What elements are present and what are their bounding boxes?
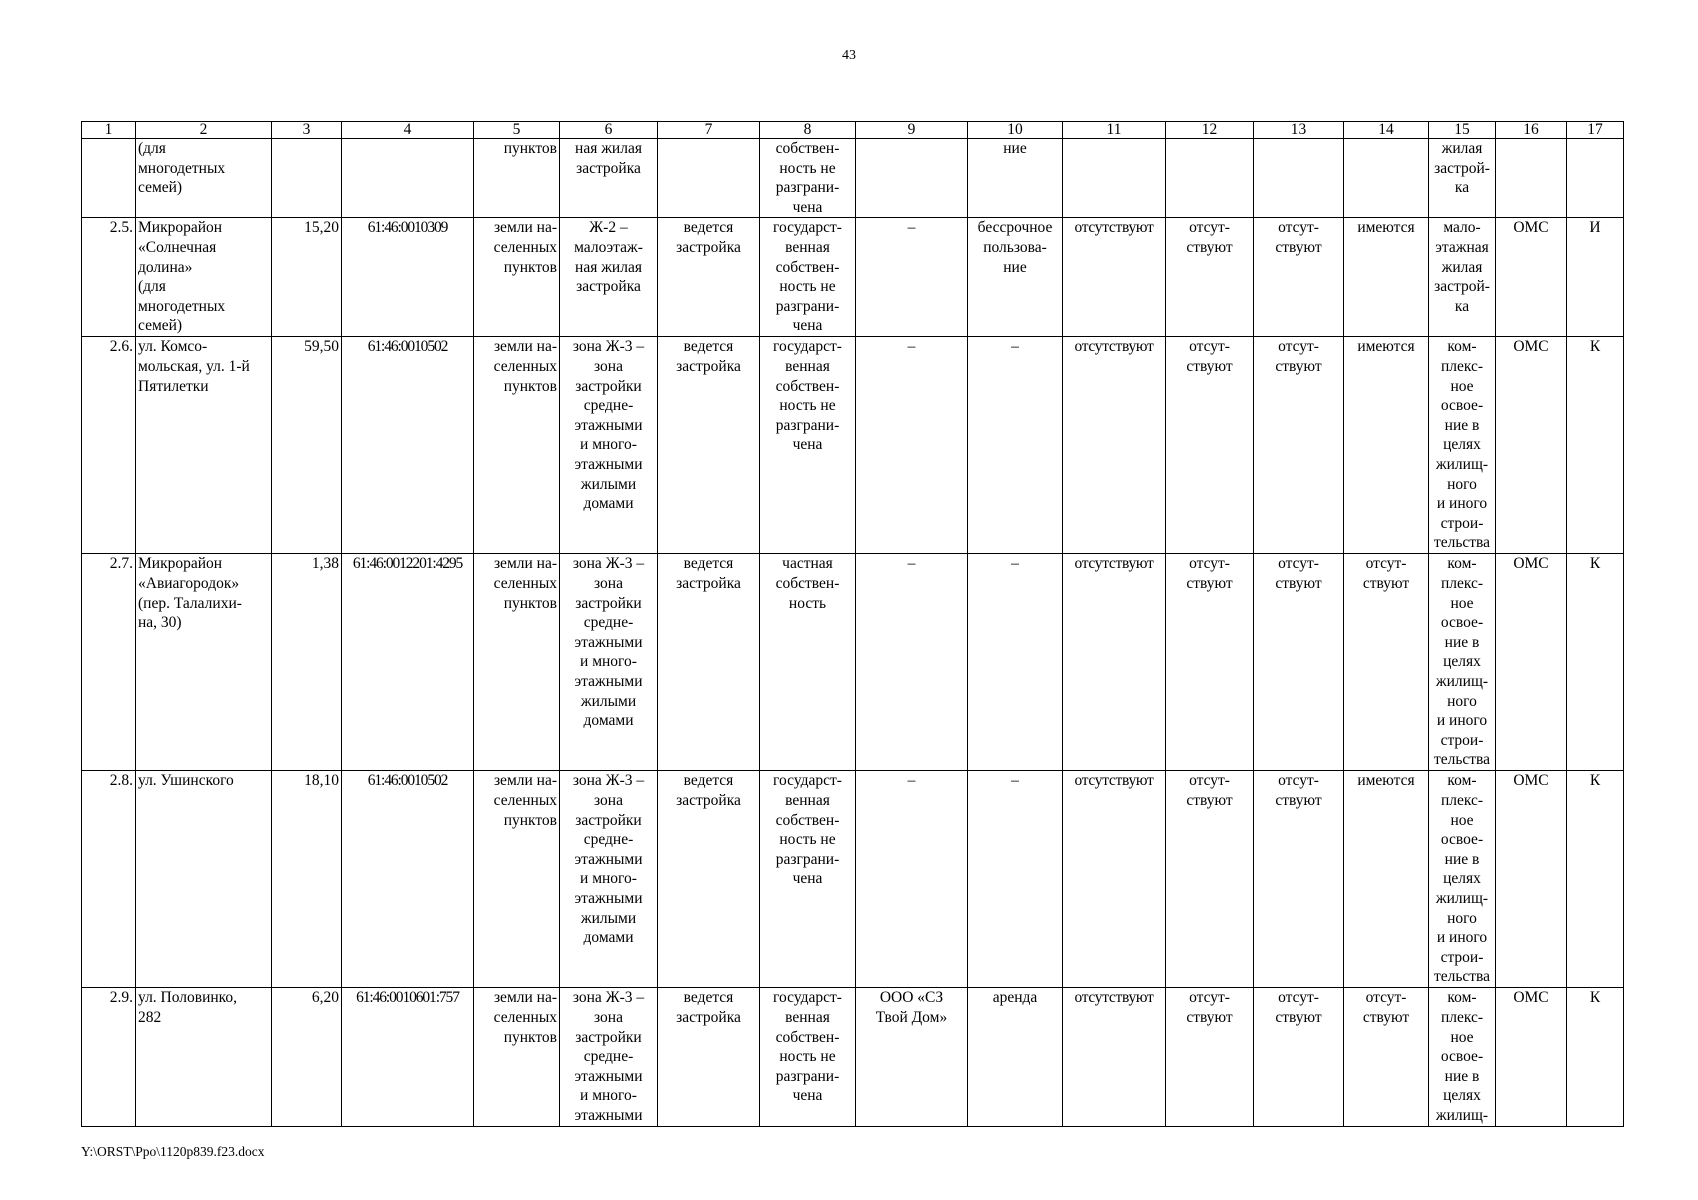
cell-right-holder: ООО «СЗ Твой Дом» — [856, 988, 968, 1126]
cell-engineering-limits: отсут- ствуют — [1254, 988, 1344, 1126]
cell-permitted-use: ком- плекс- ное освое- ние в целях жилищ- ного и иного строи- тельства — [1429, 337, 1496, 554]
cell-area: 6,20 — [272, 988, 342, 1126]
cell-encumbrances: отсутствуют — [1063, 771, 1166, 988]
cell-permitted-use: ком- плекс- ное освое- ние в целях жилищ- ного и иного строи- тельства — [1429, 771, 1496, 988]
cell-encumbrances: отсутствуют — [1063, 337, 1166, 554]
cell-authority: ОМС — [1496, 771, 1567, 988]
cell-restrictions: отсут- ствуют — [1166, 218, 1254, 337]
column-number-row — [82, 122, 1624, 139]
cell-infrastructure — [1344, 139, 1429, 218]
cell-right-type: бессрочное пользова- ние — [968, 218, 1063, 337]
cell-cadastral-number: 61:46:0010601:757 — [342, 988, 474, 1126]
cell-restrictions: отсут- ствуют — [1166, 771, 1254, 988]
cell-cadastral-number — [342, 139, 474, 218]
cell-restrictions: отсут- ствуют — [1166, 337, 1254, 554]
cell-ownership: частная собствен- ность — [760, 554, 856, 771]
cell-authority: ОМС — [1496, 554, 1567, 771]
cell-type-code: И — [1567, 218, 1624, 337]
cell-item-number: 2.6. — [82, 337, 136, 554]
cell-infrastructure: отсут- ствуют — [1344, 554, 1429, 771]
cell-status: ведется застройка — [658, 218, 760, 337]
cell-right-type: – — [968, 554, 1063, 771]
cell-type-code: К — [1567, 988, 1624, 1126]
cell-right-holder: – — [856, 218, 968, 337]
cell-area: 15,20 — [272, 218, 342, 337]
cell-zone: зона Ж-3 – зона застройки средне- этажными и много- этажными жилыми домами — [560, 771, 658, 988]
cell-engineering-limits: отсут- ствуют — [1254, 554, 1344, 771]
column-number: 15 — [1429, 122, 1496, 139]
column-number: 11 — [1063, 122, 1166, 139]
cell-restrictions — [1166, 139, 1254, 218]
cell-infrastructure: имеются — [1344, 218, 1429, 337]
cell-encumbrances — [1063, 139, 1166, 218]
cell-right-holder: – — [856, 771, 968, 988]
cell-cadastral-number: 61:46:0010309 — [342, 218, 474, 337]
column-number: 3 — [272, 122, 342, 139]
column-number: 13 — [1254, 122, 1344, 139]
cell-engineering-limits: отсут- ствуют — [1254, 337, 1344, 554]
cell-permitted-use: ком- плекс- ное освое- ние в целях жилищ- ного и иного строи- тельства — [1429, 554, 1496, 771]
cell-land-category: земли на- селенных пунктов — [474, 988, 560, 1126]
cell-land-category: земли на- селенных пунктов — [474, 218, 560, 337]
cell-area: 59,50 — [272, 337, 342, 554]
cell-right-holder — [856, 139, 968, 218]
land-plots-table — [81, 121, 1624, 1127]
column-number: 17 — [1567, 122, 1624, 139]
cell-zone: ная жилая застройка — [560, 139, 658, 218]
cell-right-holder: – — [856, 337, 968, 554]
cell-encumbrances: отсутствуют — [1063, 554, 1166, 771]
cell-infrastructure: имеются — [1344, 771, 1429, 988]
cell-item-number: 2.9. — [82, 988, 136, 1126]
cell-restrictions: отсут- ствуют — [1166, 554, 1254, 771]
cell-zone: зона Ж-3 – зона застройки средне- этажными и много- этажными жилыми домами — [560, 337, 658, 554]
cell-area — [272, 139, 342, 218]
column-number: 4 — [342, 122, 474, 139]
cell-authority: ОМС — [1496, 218, 1567, 337]
cell-zone: Ж-2 – малоэтаж- ная жилая застройка — [560, 218, 658, 337]
column-number: 6 — [560, 122, 658, 139]
cell-cadastral-number: 61:46:0010502 — [342, 771, 474, 988]
cell-status — [658, 139, 760, 218]
column-number: 10 — [968, 122, 1063, 139]
cell-right-type: ние — [968, 139, 1063, 218]
column-number: 2 — [136, 122, 272, 139]
cell-item-number: 2.7. — [82, 554, 136, 771]
cell-location: ул. Ушинского — [136, 771, 272, 988]
cell-cadastral-number: 61:46:0010502 — [342, 337, 474, 554]
cell-status: ведется застройка — [658, 337, 760, 554]
cell-type-code: К — [1567, 337, 1624, 554]
table-row — [82, 337, 1624, 554]
cell-infrastructure: имеются — [1344, 337, 1429, 554]
column-number: 14 — [1344, 122, 1429, 139]
cell-type-code — [1567, 139, 1624, 218]
footer-file-path: Y:\ORST\Ppo\1120p839.f23.docx — [81, 1144, 265, 1159]
cell-location: ул. Половинко, 282 — [136, 988, 272, 1126]
cell-land-category: земли на- селенных пунктов — [474, 771, 560, 988]
column-number: 12 — [1166, 122, 1254, 139]
cell-location: Микрорайон «Авиагородок» (пер. Талалихи- на, 30) — [136, 554, 272, 771]
column-number: 1 — [82, 122, 136, 139]
cell-area: 18,10 — [272, 771, 342, 988]
column-number: 8 — [760, 122, 856, 139]
column-number: 7 — [658, 122, 760, 139]
cell-ownership: государст- венная собствен- ность не разграни- чена — [760, 337, 856, 554]
cell-ownership: государст- венная собствен- ность не разграни- чена — [760, 218, 856, 337]
cell-land-category: пунктов — [474, 139, 560, 218]
table-row — [82, 554, 1624, 771]
cell-land-category: земли на- селенных пунктов — [474, 337, 560, 554]
column-number: 16 — [1496, 122, 1567, 139]
table-row — [82, 139, 1624, 218]
cell-item-number — [82, 139, 136, 218]
cell-type-code: К — [1567, 771, 1624, 988]
cell-type-code: К — [1567, 554, 1624, 771]
table-row — [82, 771, 1624, 988]
cell-permitted-use: мало- этажная жилая застрой- ка — [1429, 218, 1496, 337]
cell-status: ведется застройка — [658, 771, 760, 988]
cell-right-type: – — [968, 771, 1063, 988]
cell-location: Микрорайон «Солнечная долина» (для многодетных семей) — [136, 218, 272, 337]
cell-authority: ОМС — [1496, 988, 1567, 1126]
cell-authority: ОМС — [1496, 337, 1567, 554]
cell-infrastructure: отсут- ствуют — [1344, 988, 1429, 1126]
cell-ownership: государст- венная собствен- ность не разграни- чена — [760, 771, 856, 988]
cell-ownership: государст- венная собствен- ность не разграни- чена — [760, 988, 856, 1126]
cell-encumbrances: отсутствуют — [1063, 988, 1166, 1126]
cell-right-type: аренда — [968, 988, 1063, 1126]
table-row — [82, 988, 1624, 1126]
cell-engineering-limits: отсут- ствуют — [1254, 218, 1344, 337]
cell-permitted-use: жилая застрой- ка — [1429, 139, 1496, 218]
cell-location: (для многодетных семей) — [136, 139, 272, 218]
cell-right-holder: – — [856, 554, 968, 771]
cell-status: ведется застройка — [658, 988, 760, 1126]
cell-cadastral-number: 61:46:0012201:4295 — [342, 554, 474, 771]
cell-item-number: 2.5. — [82, 218, 136, 337]
cell-item-number: 2.8. — [82, 771, 136, 988]
cell-permitted-use: ком- плекс- ное освое- ние в целях жилищ- — [1429, 988, 1496, 1126]
cell-area: 1,38 — [272, 554, 342, 771]
cell-ownership: собствен- ность не разграни- чена — [760, 139, 856, 218]
cell-engineering-limits: отсут- ствуют — [1254, 771, 1344, 988]
cell-encumbrances: отсутствуют — [1063, 218, 1166, 337]
column-number: 5 — [474, 122, 560, 139]
cell-location: ул. Комсо- мольская, ул. 1-й Пятилетки — [136, 337, 272, 554]
cell-restrictions: отсут- ствуют — [1166, 988, 1254, 1126]
cell-status: ведется застройка — [658, 554, 760, 771]
table-row — [82, 218, 1624, 337]
cell-right-type: – — [968, 337, 1063, 554]
cell-zone: зона Ж-3 – зона застройки средне- этажными и много- этажными — [560, 988, 658, 1126]
column-number: 9 — [856, 122, 968, 139]
cell-engineering-limits — [1254, 139, 1344, 218]
cell-authority — [1496, 139, 1567, 218]
page-number: 43 — [842, 48, 856, 63]
cell-land-category: земли на- селенных пунктов — [474, 554, 560, 771]
cell-zone: зона Ж-3 – зона застройки средне- этажными и много- этажными жилыми домами — [560, 554, 658, 771]
